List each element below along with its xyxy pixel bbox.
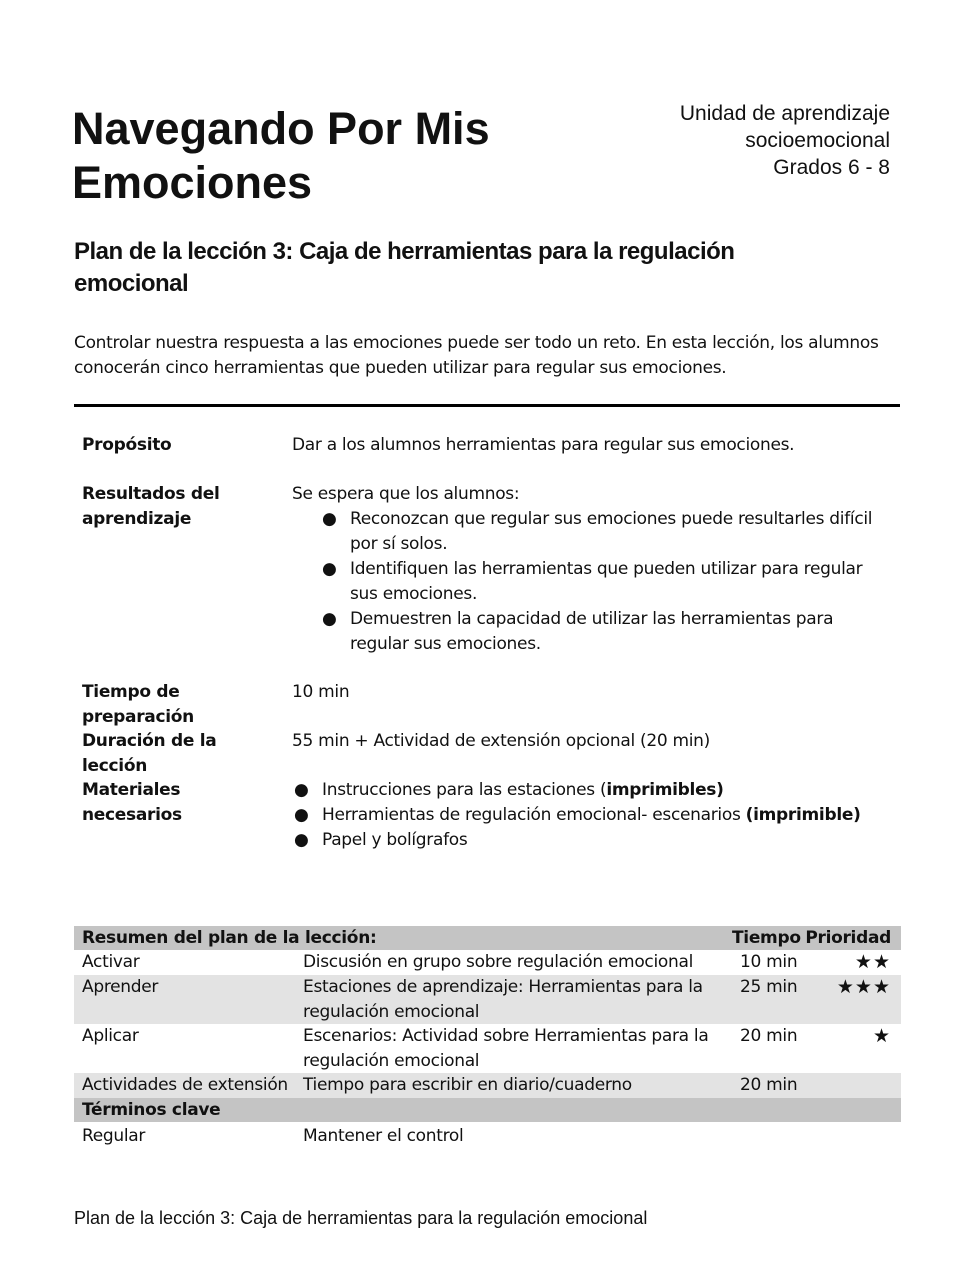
material-item: ● Papel y bolígrafos: [322, 828, 902, 853]
materials-label: Materiales necesarios: [82, 780, 182, 825]
time-column-header: Tiempo: [732, 928, 801, 948]
summary-header-row: [74, 926, 901, 950]
unit-name-line2: socioemocional: [745, 129, 890, 152]
outcome-item: ● Demuestren la capacidad de utilizar las herramientas para regular sus emociones.: [322, 609, 834, 654]
lesson-title: Plan de la lección 3: Caja de herramientas para la regulación emocional: [74, 238, 735, 297]
table-row: Aprender Estaciones de aprendizaje: Herramientas para la regulación emocional 25 min ★★★: [74, 975, 901, 1024]
purpose-label: Propósito: [82, 435, 172, 455]
key-terms-label: Términos clave: [82, 1100, 221, 1120]
materials-list: [294, 778, 902, 853]
prep-time-value: 10 min: [292, 682, 350, 702]
outcome-item: ● Reconozcan que regular sus emociones puede resultarles difícil por sí solos.: [322, 509, 873, 554]
outcomes-intro: Se espera que los alumnos:: [292, 484, 520, 504]
page-title: [72, 102, 592, 210]
outcomes-section: [292, 482, 902, 657]
priority-stars: ★★: [854, 951, 891, 973]
prep-time-label: Tiempo de preparación: [82, 682, 194, 727]
key-term-row: [74, 1122, 901, 1150]
materials-section: [292, 778, 902, 853]
page-title-line2: Emociones: [72, 157, 313, 208]
duration-label: Duración de la lección: [82, 731, 217, 776]
priority-stars: ★: [872, 1025, 891, 1047]
section-divider: [74, 404, 900, 407]
priority-stars: ★★★: [836, 976, 891, 998]
outcome-item: ● Identifiquen las herramientas que pueden utilizar para regular sus emociones.: [322, 559, 863, 604]
table-row: Aplicar Escenarios: Actividad sobre Herramientas para la regulación emocional 20 min ★: [82, 1025, 891, 1071]
bullet-icon: ●: [322, 559, 337, 579]
page-title-line1: Navegando Por Mis: [72, 103, 490, 154]
duration-value: 55 min + Actividad de extensión opcional (20 min): [292, 731, 710, 751]
grade-range: Grados 6 - 8: [773, 156, 890, 179]
outcomes-list: [322, 507, 895, 657]
page-footer: Plan de la lección 3: Caja de herramientas para la regulación emocional: [74, 1208, 648, 1228]
bullet-icon: ●: [322, 609, 337, 629]
lesson-intro: Controlar nuestra respuesta a las emociones puede ser todo un reto. En esta lección, los alumnos conocerán cinco herramientas que pueden utilizar para regular sus emociones.: [74, 333, 879, 378]
priority-column-header: Prioridad: [805, 928, 891, 948]
table-row: Activar Discusión en grupo sobre regulación emocional 10 min ★★: [82, 951, 891, 973]
key-term: Regular: [82, 1126, 146, 1146]
bullet-icon: ●: [294, 805, 309, 825]
bullet-icon: ●: [322, 509, 337, 529]
outcomes-label: Resultados del aprendizaje: [82, 484, 220, 529]
material-item: ● Instrucciones para las estaciones (imprimibles): [322, 778, 902, 803]
bullet-icon: ●: [294, 830, 309, 850]
table-row: Actividades de extensión Tiempo para escribir en diario/cuaderno 20 min: [74, 1073, 901, 1098]
material-item: ● Herramientas de regulación emocional- escenarios (imprimible): [322, 803, 902, 828]
key-term-definition: Mantener el control: [303, 1126, 464, 1146]
purpose-value: Dar a los alumnos herramientas para regular sus emociones.: [292, 435, 795, 455]
unit-info: [680, 100, 890, 181]
bullet-icon: ●: [294, 780, 309, 800]
key-terms-header-row: [74, 1098, 901, 1122]
unit-name-line1: Unidad de aprendizaje: [679, 102, 890, 125]
lesson-summary-table: [74, 926, 901, 1150]
summary-header-label: Resumen del plan de la lección:: [82, 928, 377, 948]
